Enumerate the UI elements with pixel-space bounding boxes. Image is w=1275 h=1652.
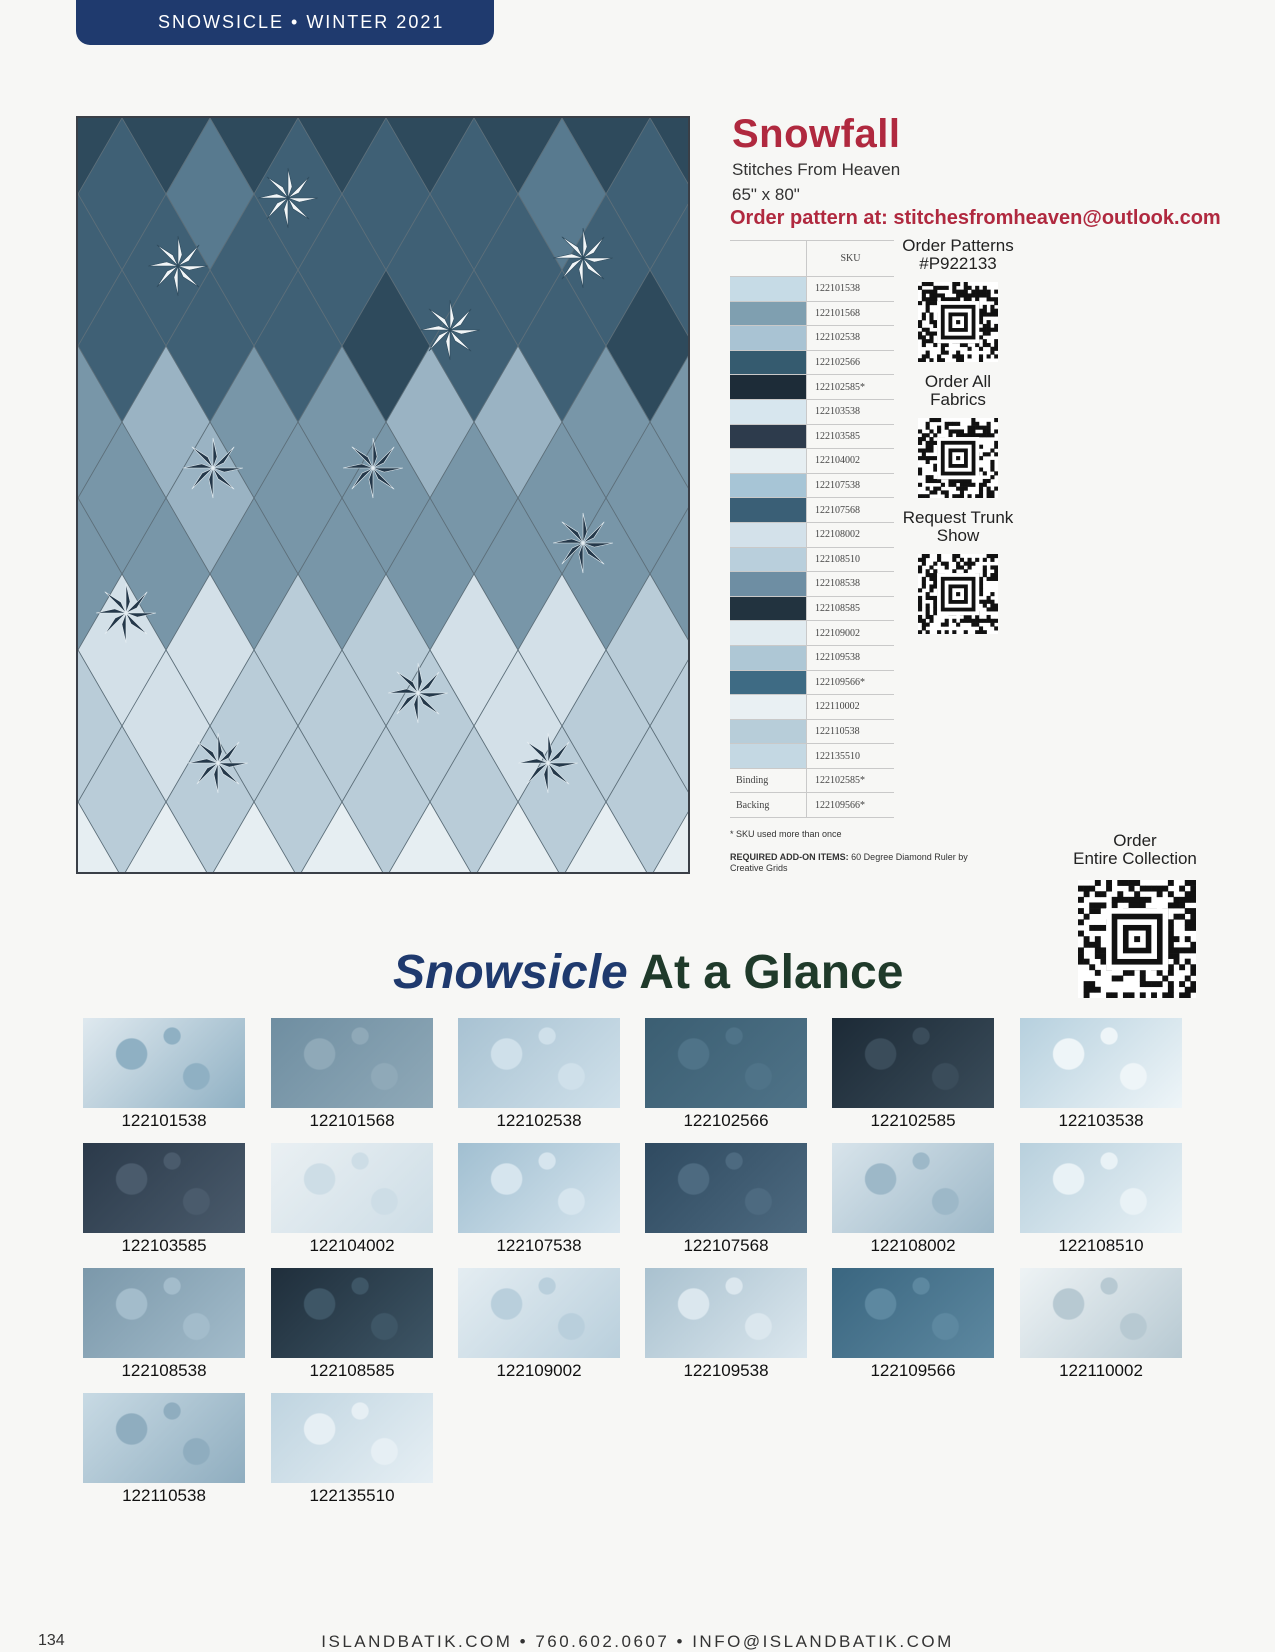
sku-code: 122109002 [807, 621, 895, 646]
fabric-swatch-sku: 122101568 [309, 1111, 395, 1130]
sku-row [730, 498, 894, 523]
sku-code: 122110538 [807, 719, 895, 744]
fabric-swatch-sku: 122108585 [309, 1361, 395, 1380]
sku-row [730, 645, 894, 670]
fabric-swatch-sku: 122102538 [496, 1111, 582, 1130]
fabric-swatch-chip [730, 498, 807, 523]
fabric-swatch-sku: 122109566 [870, 1361, 956, 1380]
section-header-tab [76, 0, 494, 45]
fabric-swatch [832, 1018, 994, 1108]
fabric-swatch [458, 1268, 620, 1358]
fabric-swatch [645, 1143, 807, 1233]
sku-row [730, 399, 894, 424]
footer-contact: ISLANDBATIK.COM • 760.602.0607 • INFO@ISLANDBATIK.COM [321, 1632, 954, 1651]
fabric-swatch [83, 1143, 245, 1233]
fabric-swatch-chip [730, 449, 807, 474]
order-fabrics-line2: Fabrics [930, 390, 986, 409]
order-patterns-qr-code[interactable] [918, 282, 998, 362]
fabric-swatch-chip [730, 621, 807, 646]
sku-row [730, 277, 894, 302]
sku-code: 122108585 [807, 596, 895, 621]
sku-row [730, 547, 894, 572]
trunk-show-qr-code[interactable] [918, 554, 998, 634]
sku-table-header-row [730, 241, 894, 277]
sku-header: SKU [807, 241, 895, 277]
fabric-swatch-chip [730, 695, 807, 720]
order-patterns-label [900, 237, 1016, 273]
sku-code: 122108538 [807, 572, 895, 597]
sku-row [730, 301, 894, 326]
fabric-swatch-chip [730, 375, 807, 400]
backing-row-sku: 122109566* [807, 793, 895, 818]
quilt-diamonds-graphic [78, 118, 688, 872]
fabric-swatch [458, 1143, 620, 1233]
fabric-swatch-sku: 122104002 [309, 1236, 395, 1255]
backing-row-label: Backing [730, 793, 807, 818]
order-patterns-line1: Order Patterns [902, 236, 1014, 255]
sku-code: 122109538 [807, 645, 895, 670]
fabric-swatch-chip [730, 572, 807, 597]
order-fabrics-label [900, 373, 1016, 409]
fabric-swatch-sku: 122103538 [1058, 1111, 1144, 1130]
sku-row [730, 572, 894, 597]
fabric-swatch-sku: 122135510 [309, 1486, 395, 1505]
fabric-swatch-chip [730, 744, 807, 769]
order-collection-line2: Entire Collection [1073, 849, 1197, 868]
fabric-swatch-sku: 122109538 [683, 1361, 769, 1380]
sku-code: 122108002 [807, 522, 895, 547]
fabric-swatch [271, 1018, 433, 1108]
fabric-swatch [271, 1268, 433, 1358]
fabric-swatch-sku: 122107538 [496, 1236, 582, 1255]
sku-code: 122102566 [807, 350, 895, 375]
fabric-swatch [645, 1018, 807, 1108]
order-collection-qr-code[interactable] [1078, 880, 1196, 998]
fabric-swatch [271, 1143, 433, 1233]
sku-row [730, 522, 894, 547]
sku-table [730, 240, 894, 818]
fabric-swatch-chip [730, 277, 807, 302]
glance-title [393, 945, 903, 1000]
order-collection-line1: Order [1113, 831, 1157, 850]
fabric-swatch-chip [730, 473, 807, 498]
fabric-swatch-sku: 122110002 [1059, 1361, 1143, 1380]
order-pattern-link[interactable]: Order pattern at: stitchesfromheaven@outlook.com [730, 207, 1221, 229]
fabric-swatch-sku: 122102585 [870, 1111, 956, 1130]
pattern-size: 65" x 80" [732, 185, 800, 204]
sku-note: * SKU used more than once [730, 829, 842, 839]
fabric-swatch-chip [730, 399, 807, 424]
fabric-swatch-chip [730, 547, 807, 572]
order-patterns-line2: #P922133 [919, 254, 997, 273]
trunk-show-line2: Show [936, 526, 980, 545]
fabric-swatch-sku: 122108510 [1058, 1236, 1144, 1255]
fabric-swatch-sku: 122108002 [870, 1236, 956, 1255]
addon-label: REQUIRED ADD-ON ITEMS: [730, 852, 849, 862]
sku-row [730, 621, 894, 646]
sku-code: 122109566* [807, 670, 895, 695]
sku-code: 122110002 [807, 695, 895, 720]
trunk-show-line1: Request Trunk [902, 508, 1014, 527]
fabric-swatch [83, 1393, 245, 1483]
fabric-swatch-chip [730, 301, 807, 326]
sku-code: 122103585 [807, 424, 895, 449]
sku-row [730, 744, 894, 769]
sku-row [730, 350, 894, 375]
fabric-swatch [832, 1143, 994, 1233]
fabric-swatch-chip [730, 424, 807, 449]
sku-code: 122103538 [807, 399, 895, 424]
sku-row [730, 670, 894, 695]
binding-row-label: Binding [730, 768, 807, 793]
fabric-swatch [1020, 1268, 1182, 1358]
fabric-swatch-chip [730, 326, 807, 351]
fabric-swatch-sku: 122102566 [683, 1111, 769, 1130]
fabric-swatch [271, 1393, 433, 1483]
sku-code: 122108510 [807, 547, 895, 572]
trunk-show-label [896, 509, 1020, 545]
sku-code: 122101568 [807, 301, 895, 326]
fabric-swatch-sku: 122107568 [683, 1236, 769, 1255]
sku-row [730, 473, 894, 498]
fabric-swatch [83, 1268, 245, 1358]
fabric-swatch-sku: 122101538 [121, 1111, 207, 1130]
pattern-title: Snowfall [732, 112, 901, 156]
sku-code: 122104002 [807, 449, 895, 474]
fabric-swatch-chip [730, 719, 807, 744]
section-header-label: SNOWSICLE • WINTER 2021 [158, 12, 445, 32]
fabric-swatch [1020, 1143, 1182, 1233]
backing-row [730, 793, 894, 818]
quilt-image [76, 116, 690, 874]
order-fabrics-qr-code[interactable] [918, 418, 998, 498]
fabric-swatch-chip [730, 522, 807, 547]
sku-code: 122135510 [807, 744, 895, 769]
addon-note [730, 852, 1000, 874]
sku-row [730, 424, 894, 449]
sku-row [730, 719, 894, 744]
sku-code: 122102538 [807, 326, 895, 351]
sku-row [730, 326, 894, 351]
fabric-swatch-chip [730, 670, 807, 695]
glance-title-brand: Snowsicle [393, 946, 628, 999]
sku-row [730, 596, 894, 621]
fabric-swatch-sku: 122103585 [121, 1236, 207, 1255]
fabric-swatch-sku: 122108538 [121, 1361, 207, 1380]
fabric-swatch-chip [730, 596, 807, 621]
sku-code: 122107568 [807, 498, 895, 523]
page-number: 134 [38, 1632, 65, 1649]
sku-row [730, 695, 894, 720]
fabric-swatch [832, 1268, 994, 1358]
fabric-swatch [458, 1018, 620, 1108]
sku-header-blank [730, 241, 807, 277]
fabric-swatch [83, 1018, 245, 1108]
fabric-swatch-sku: 122109002 [496, 1361, 582, 1380]
fabric-swatch-chip [730, 350, 807, 375]
fabric-swatch [1020, 1018, 1182, 1108]
fabric-swatch [645, 1268, 807, 1358]
pattern-designer: Stitches From Heaven [732, 160, 901, 179]
addon-text: 60 Degree Diamond Ruler by Creative Grids [730, 852, 968, 873]
sku-code: 122102585* [807, 375, 895, 400]
binding-row [730, 768, 894, 793]
fabric-swatch-sku: 122110538 [122, 1486, 206, 1505]
order-collection-label [1060, 832, 1210, 868]
sku-code: 122101538 [807, 277, 895, 302]
glance-title-rest: At a Glance [627, 946, 904, 999]
binding-row-sku: 122102585* [807, 768, 895, 793]
order-fabrics-line1: Order All [924, 372, 992, 391]
sku-row [730, 375, 894, 400]
sku-code: 122107538 [807, 473, 895, 498]
sku-row [730, 449, 894, 474]
fabric-swatch-chip [730, 645, 807, 670]
